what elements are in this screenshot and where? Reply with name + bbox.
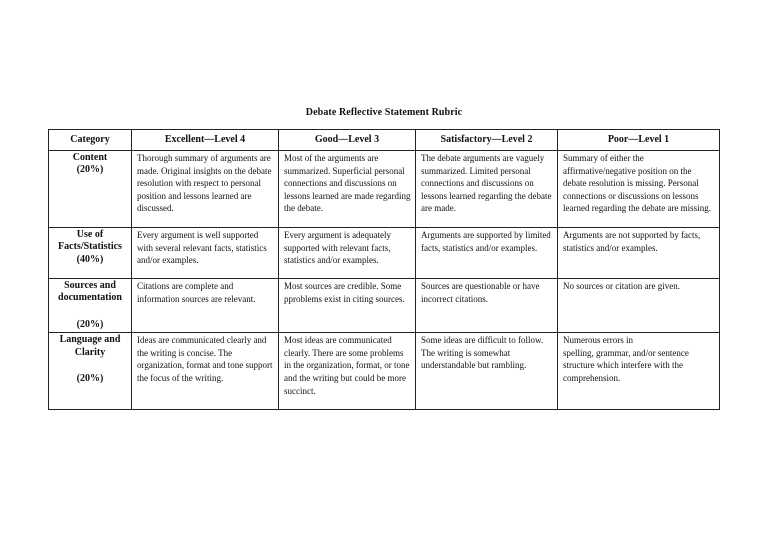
- rubric-cell-level-4: [132, 333, 279, 410]
- category-cell: [49, 151, 132, 228]
- rubric-cell-level-2: [416, 279, 558, 333]
- rubric-cell-level-3: [279, 333, 416, 410]
- category-weight: (40%): [76, 253, 104, 265]
- header-level-1: Poor—Level 1: [558, 130, 720, 151]
- category-name: Sources and documentation: [58, 280, 122, 304]
- cell-text: Numerous errors in spelling, grammar, and/or sentence structure which interfere with the comprehension.: [563, 335, 689, 383]
- table-row: [49, 279, 720, 333]
- category-name: Use of Facts/Statistics: [58, 229, 122, 253]
- table-row: [49, 151, 720, 228]
- header-level-2: Satisfactory—Level 2: [416, 130, 558, 151]
- rubric-cell-level-3: [279, 228, 416, 279]
- rubric-cell-level-2: [416, 333, 558, 410]
- rubric-cell-level-4: [132, 228, 279, 279]
- category-cell: [49, 279, 132, 333]
- cell-text: Sources are questionable or have incorrect citations.: [421, 281, 540, 304]
- rubric-cell-level-1: [558, 279, 720, 333]
- rubric-title: Debate Reflective Statement Rubric: [305, 107, 463, 118]
- category-weight: (20%): [76, 164, 104, 176]
- rubric-cell-level-4: [132, 279, 279, 333]
- rubric-cell-level-1: [558, 228, 720, 279]
- rubric-cell-level-2: [416, 228, 558, 279]
- header-category: Category: [49, 130, 132, 151]
- rubric-cell-level-1: [558, 151, 720, 228]
- rubric-cell-level-3: [279, 279, 416, 333]
- cell-text: Citations are complete and information sources are relevant.: [137, 281, 256, 304]
- rubric-cell-level-2: [416, 151, 558, 228]
- category-name: Content: [72, 152, 108, 163]
- rubric-cell-level-4: [132, 151, 279, 228]
- cell-text: Summary of either the affirmative/negative position on the debate resolution is missing. Personal connections or discussions on lessons learned regarding the debate are missing.: [563, 153, 711, 214]
- rubric-cell-level-1: [558, 333, 720, 410]
- cell-text: The debate arguments are vaguely summarized. Limited personal connections and discussions on lessons learned regarding the debate are made.: [421, 153, 552, 214]
- cell-text: Most of the arguments are summarized. Superficial personal connections and discussions on lessons learned are made regarding the debate.: [284, 153, 411, 214]
- cell-text: Most ideas are communicated clearly. There are some problems in the organization, format, or tone and the writing but could be more succinct.: [284, 335, 410, 396]
- cell-text: Every argument is adequately supported with relevant facts, statistics and/or examples.: [284, 230, 392, 266]
- category-cell: [49, 333, 132, 410]
- category-weight: (20%): [76, 373, 104, 385]
- category-cell: [49, 228, 132, 279]
- cell-text: No sources or citation are given.: [563, 281, 680, 291]
- header-level-4: Excellent—Level 4: [132, 130, 279, 151]
- table-row: [49, 228, 720, 279]
- category-weight: (20%): [76, 318, 104, 330]
- header-level-3: Good—Level 3: [279, 130, 416, 151]
- table-row: [49, 333, 720, 410]
- cell-text: Thorough summary of arguments are made. Original insights on the debate resolution with respect to personal position and lessons learned are discussed.: [137, 153, 272, 214]
- rubric-table: [48, 129, 720, 410]
- rubric-cell-level-3: [279, 151, 416, 228]
- cell-text: Some ideas are difficult to follow. The writing is somewhat understandable but rambling.: [421, 335, 544, 371]
- cell-text: Ideas are communicated clearly and the writing is concise. The organization, format and tone support the focus of the writing.: [137, 335, 273, 383]
- cell-text: Every argument is well supported with several relevant facts, statistics and/or examples.: [137, 230, 267, 266]
- header-row: [49, 130, 720, 151]
- category-name: Language and Clarity: [59, 334, 121, 358]
- cell-text: Most sources are credible. Some pproblems exist in citing sources.: [284, 281, 405, 304]
- cell-text: Arguments are not supported by facts, statistics and/or examples.: [563, 230, 701, 253]
- cell-text: Arguments are supported by limited facts, statistics and/or examples.: [421, 230, 551, 253]
